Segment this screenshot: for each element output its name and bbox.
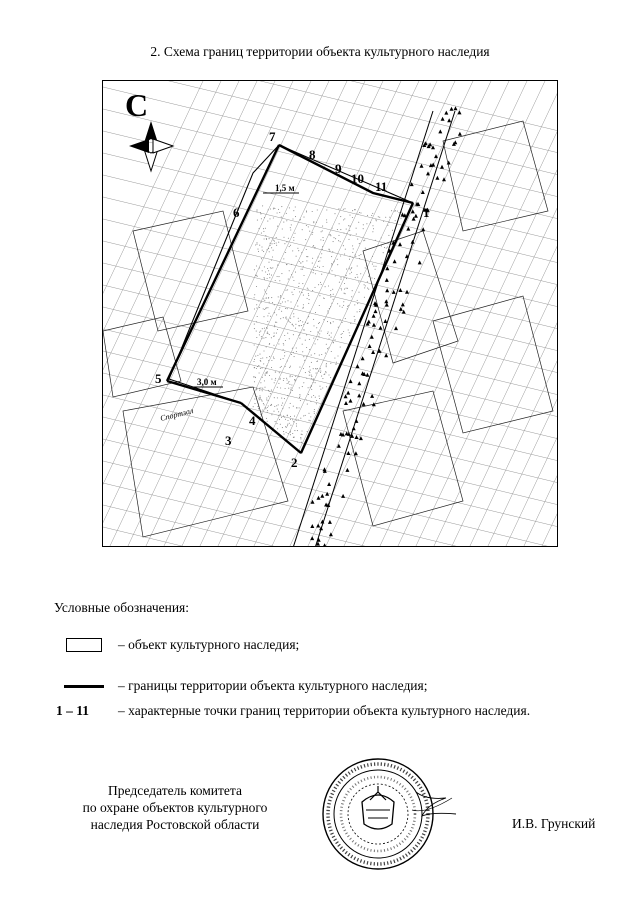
boundary-point-11: 11: [375, 179, 388, 194]
boundary-point-3: 3: [225, 433, 232, 448]
boundary-point-1: 1: [423, 205, 430, 220]
boundary-point-6: 6: [233, 205, 240, 220]
boundary-point-7: 7: [269, 129, 276, 144]
legend-text: – объект культурного наследия;: [118, 637, 300, 652]
boundary-point-10: 10: [351, 171, 364, 186]
legend-item-points: [54, 702, 614, 722]
map-stipple: [253, 205, 403, 443]
north-arrow: [129, 121, 173, 171]
street-band: [293, 106, 462, 547]
dim-bottom-label: 3,0 м: [197, 377, 217, 387]
boundary-point-2: 2: [291, 455, 298, 470]
page-title: 2. Схема границ территории объекта культурного наследия: [150, 44, 490, 59]
signatory-name: И.В. Грунский: [512, 816, 596, 831]
boundary-point-4: 4: [249, 413, 256, 428]
legend-symbol-range: 1 – 11: [56, 703, 90, 718]
legend-text: – характерные точки границ территории объекта культурного наследия.: [118, 703, 531, 718]
boundary-point-5: 5: [155, 371, 162, 386]
boundary-point-9: 9: [335, 161, 342, 176]
map-background-lines: [103, 81, 558, 547]
boundary-point-8: 8: [309, 147, 316, 162]
legend-title: Условные обозначения:: [54, 600, 190, 615]
signatory-title: Председатель комитета по охране объектов культурного наследия Ростовской области: [82, 783, 268, 832]
legend-item-boundary: [54, 677, 614, 697]
legend-text: – границы территории объекта культурного наследия;: [118, 678, 428, 693]
official-seal: [316, 752, 466, 872]
dim-top-label: 1,5 м: [275, 183, 295, 193]
legend-item-object: [54, 636, 614, 656]
sports-hall-label: Спортзал: [159, 406, 195, 423]
map-svg: [103, 81, 558, 547]
north-label: С: [125, 87, 149, 123]
boundary-map: [102, 80, 558, 547]
legend-symbol-box: [54, 636, 120, 656]
legend-symbol-line: [54, 677, 120, 697]
